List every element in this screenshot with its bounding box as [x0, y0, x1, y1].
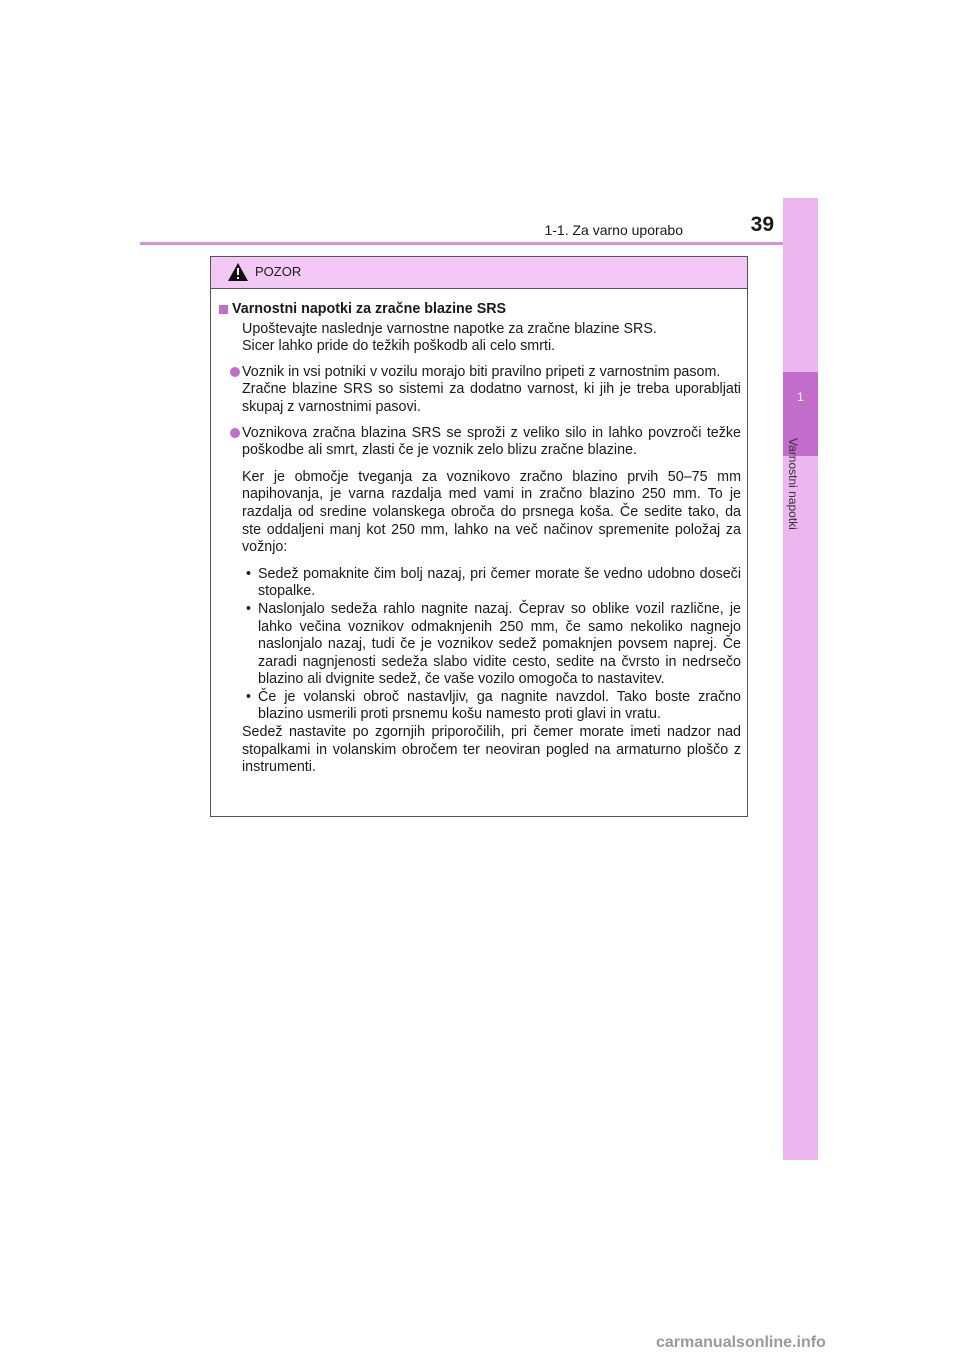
- warning-triangle-icon: [227, 262, 249, 282]
- warning-header: [211, 257, 747, 289]
- chapter-side-tab: [783, 198, 818, 1160]
- intro-line-1: Upoštevajte naslednje varnostne napotke za zračne blazine SRS.: [242, 320, 657, 337]
- intro-line-2: Sicer lahko pride do težkih poškodb ali celo smrti.: [242, 338, 556, 355]
- circle-bullet-icon: [230, 428, 240, 438]
- dot-bullet-icon: •: [246, 688, 252, 705]
- bullet-item: [219, 364, 741, 417]
- page-number: 39: [750, 213, 774, 236]
- section-title: 1-1. Za varno uporabo: [544, 222, 683, 238]
- warning-label: POZOR: [255, 264, 302, 279]
- warning-box: [210, 256, 748, 817]
- chapter-label: Varnostni napotki: [786, 438, 800, 530]
- warning-heading-text: Varnostni napotki za zračne blazine SRS: [232, 301, 507, 317]
- circle-bullet-icon: [230, 367, 240, 377]
- sub-list-text: Sedež pomaknite čim bolj nazaj, pri čemer morate še vedno udobno doseči stopalke.: [258, 565, 741, 600]
- sub-list-text: Naslonjalo sedeža rahlo nagnite nazaj. Čeprav so oblike vozil različne, je lahko večina voznikov odmaknjenih 250 mm, če samo nekoliko nagnejo naslonjalo nazaj, tudi če je voznikov sedež pomaknjen povsem naprej. Če zaradi nagnjenosti sedeža slabo vidite cesto, sedite na čvrsto in nedrsečo blazino ali dvignite sedež, če vaše vozilo omogoča to nastavitev.: [258, 600, 741, 688]
- warning-body: [211, 289, 747, 777]
- sub-list-item: [219, 601, 741, 689]
- closing-paragraph: Sedež nastavite po zgornjih priporočilih, pri čemer morate imeti nadzor nad stopalkami in volanskim obročem ter neoviran pogled na armaturno ploščo z instrumenti.: [242, 724, 741, 776]
- square-bullet-icon: [219, 305, 228, 314]
- bullet-text-cont: Zračne blazine SRS so sistemi za dodatno varnost, ki jih je treba uporabljati skupaj z varnostnimi pasovi.: [242, 381, 741, 415]
- warning-heading: [219, 301, 741, 319]
- watermark: carmanualsonline.info: [656, 1334, 826, 1351]
- sub-list-text: Če je volanski obroč nastavljiv, ga nagnite navzdol. Tako boste zračno blazino usmerili proti prsnemu košu namesto proti glavi in vratu.: [258, 688, 741, 723]
- dot-bullet-icon: •: [246, 565, 252, 582]
- bullet-text: Voznikova zračna blazina SRS se sproži z veliko silo in lahko povzroči težke poškodbe ali smrt, zlasti če je voznik zelo blizu zračne blazine.: [242, 424, 741, 459]
- chapter-number: 1: [797, 390, 804, 404]
- sub-list-item: [219, 566, 741, 601]
- explanation-paragraph: Ker je območje tveganja za voznikovo zračno blazino prvih 50–75 mm napihovanja, je varna razdalja med vami in zračno blazino 250 mm. To je razdalja od sredine volanskega obroča do prsnega koša. Če sedite tako, da ste oddaljeni manj kot 250 mm, lahko na več načinov spremenite položaj za vožnjo:: [242, 468, 741, 556]
- bullet-item: [219, 425, 741, 460]
- sub-list-item: [219, 689, 741, 724]
- header-rule: [140, 242, 818, 245]
- bullet-text: Voznik in vsi potniki v vozilu morajo biti pravilno pripeti z varnostnim pasom.: [242, 363, 721, 380]
- dot-bullet-icon: •: [246, 600, 252, 617]
